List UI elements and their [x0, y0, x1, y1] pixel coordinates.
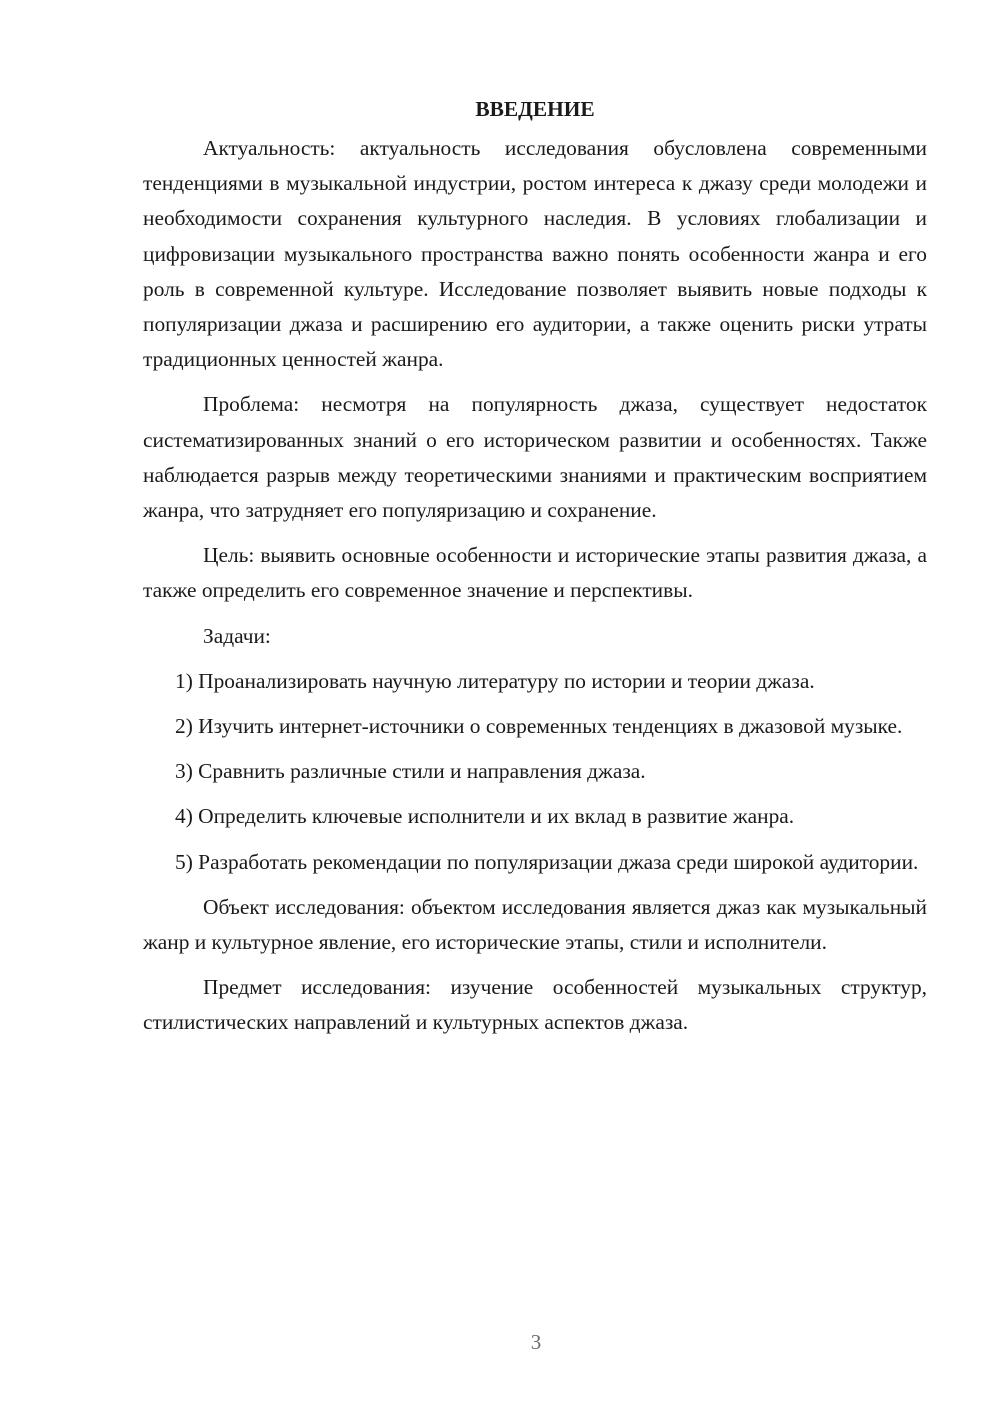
- page-title: ВВЕДЕНИЕ: [475, 97, 595, 121]
- list-item: 2) Изучить интернет-источники о современных тенденциях в джазовой музыке.: [175, 714, 903, 739]
- list-item: 5) Разработать рекомендации по популяризации джаза среди широкой аудитории.: [175, 849, 919, 874]
- list-item: 4) Определить ключевые исполнители и их вклад в развитие жанра.: [175, 804, 795, 829]
- document-body: [143, 92, 927, 1051]
- paragraph-relevance: Актуальность: актуальность исследования обусловлена современными тенденциями в музыкальной индустрии, ростом интереса к джазу среди молодежи и необходимости сохранения культурного наследия. В условиях глобализации и цифровизации музыкального пространства важно понять особенности жанра и его роль в современной культуре. Исследование позволяет выявить новые подходы к популяризации джаза и расширению его аудитории, а также оценить риски утраты традиционных ценностей жанра.: [143, 136, 927, 372]
- paragraph-subject: Предмет исследования: изучение особенностей музыкальных структур, стилистических направлений и культурных аспектов джаза.: [143, 975, 927, 1035]
- page-number: 3: [530, 1330, 542, 1354]
- paragraph-goal: Цель: выявить основные особенности и исторические этапы развития джаза, а также определить его современное значение и перспективы.: [143, 543, 927, 603]
- list-item: 1) Проанализировать научную литературу по истории и теории джаза.: [175, 668, 815, 693]
- tasks-list: [143, 664, 927, 880]
- paragraph-object: Объект исследования: объектом исследования является джаз как музыкальный жанр и культурное явление, его исторические этапы, стили и исполнители.: [143, 894, 927, 955]
- tasks-heading: Задачи:: [203, 623, 271, 648]
- paragraph-problem: Проблема: несмотря на популярность джаза, существует недостаток систематизированных знаний о его историческом развитии и особенностях. Также наблюдается разрыв между теоретическими знаниями и практическим восприятием жанра, что затрудняет его популяризацию и сохранение.: [143, 392, 927, 523]
- list-item: 3) Сравнить различные стили и направления джаза.: [175, 759, 646, 784]
